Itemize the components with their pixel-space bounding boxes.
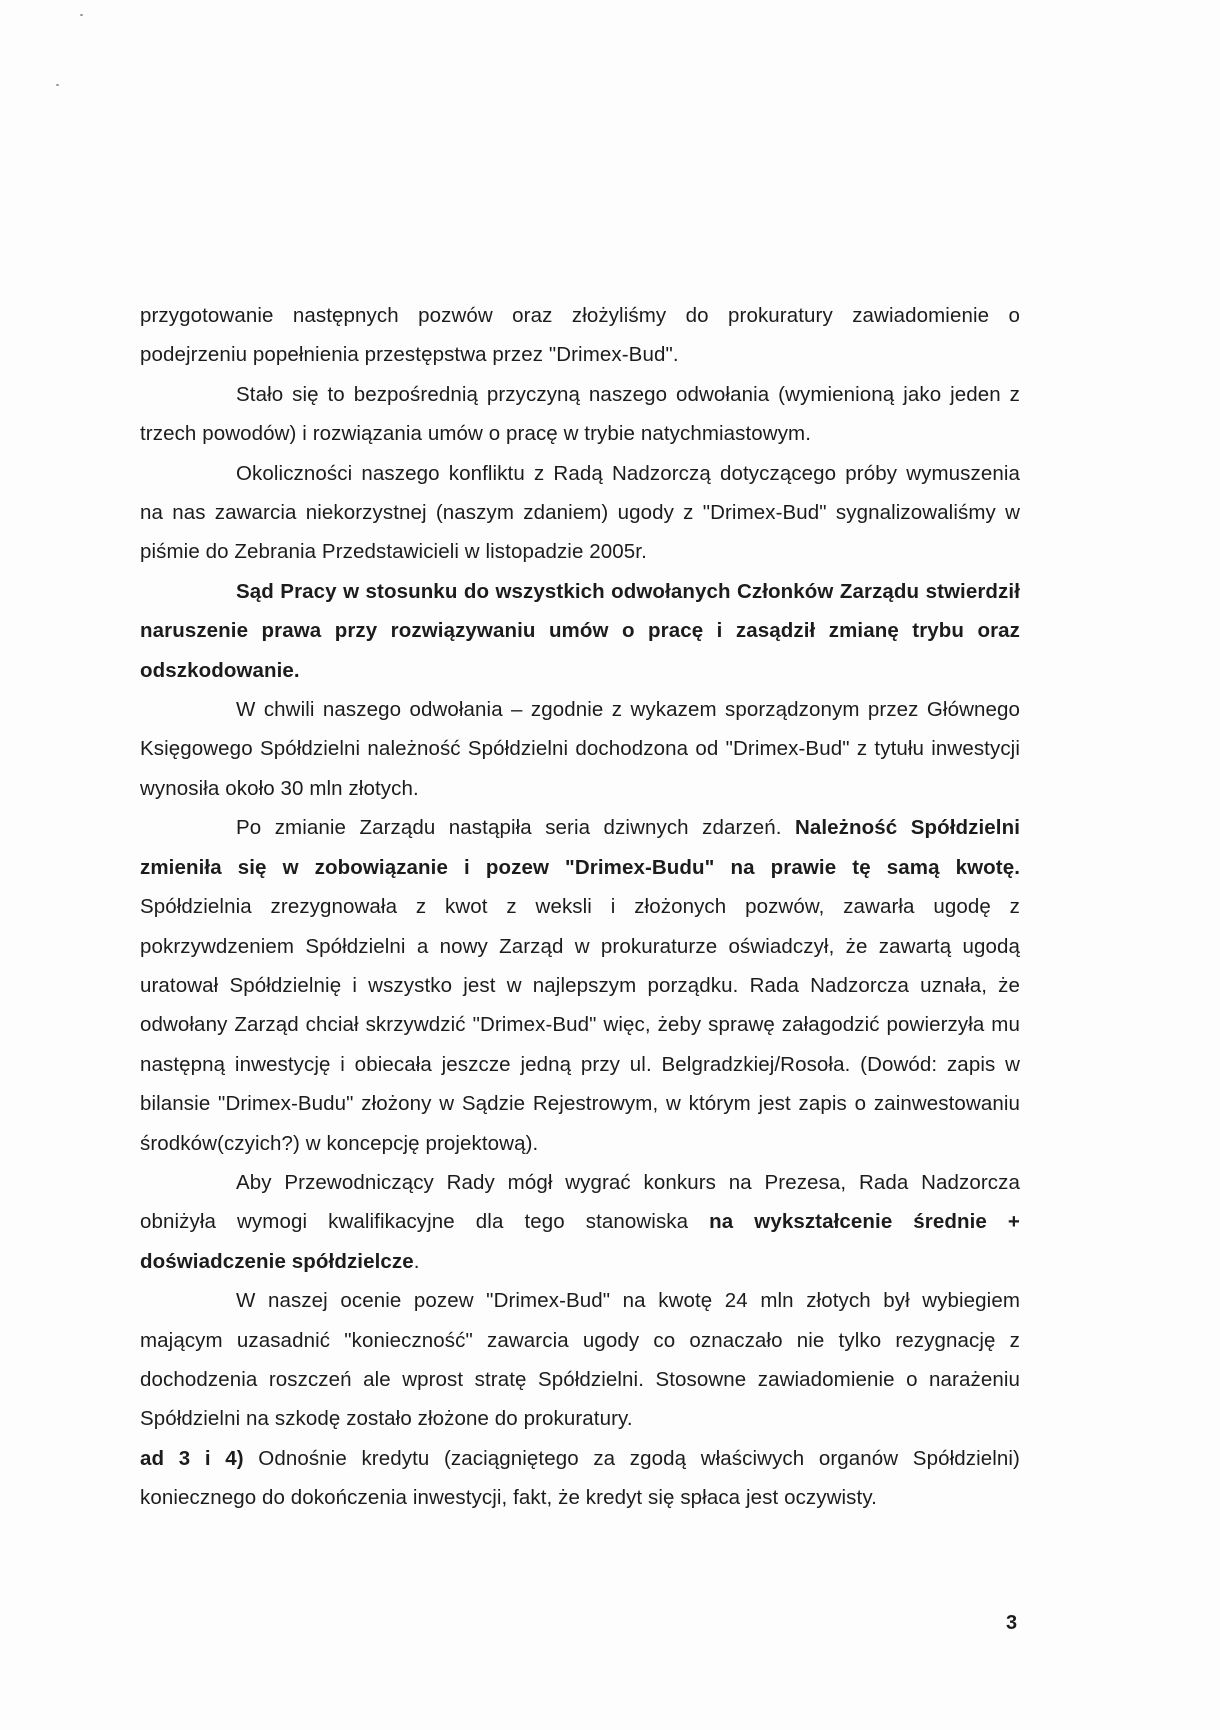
text-run: Aby Przewodniczący Rady mógł wygrać konkurs na Prezesa, Rada Nadzorcza obniżyła wymogi kwalifikacyjne dla tego stanowiska xyxy=(140,1170,1020,1234)
paragraph xyxy=(140,375,1020,454)
text-run: przygotowanie następnych pozwów oraz złożyliśmy do prokuratury zawiadomienie o podejrzeniu popełnienia przestępstwa przez "Drimex-Bud". xyxy=(140,304,1020,367)
text-run: Odnośnie kredytu (zaciągniętego za zgodą właściwych organów Spółdzielni) koniecznego do dokończenia inwestycji, fakt, że kredyt się spłaca jest oczywisty. xyxy=(140,1446,1020,1510)
paragraph xyxy=(140,1439,1020,1518)
text-run: W chwili naszego odwołania – zgodnie z wykazem sporządzonym przez Głównego Księgowego Spółdzielni należność Spółdzielni dochodzona od "Drimex-Bud" z tytułu inwestycji wynosiła około 30 mln złotych. xyxy=(140,698,1020,800)
document-body xyxy=(140,296,1020,1518)
text-run: Okoliczności naszego konfliktu z Radą Nadzorczą dotyczącego próby wymuszenia na nas zawarcia niekorzystnej (naszym zdaniem) ugody z "Drimex-Bud" sygnalizowaliśmy w piśmie do Zebrania Przedstawicieli w listopadzie 2005r. xyxy=(140,461,1020,564)
paragraph xyxy=(140,808,1020,1163)
paragraph xyxy=(140,690,1020,808)
bold-text-run: ad 3 i 4) xyxy=(140,1446,244,1470)
scan-speck xyxy=(56,84,59,86)
text-run: Spółdzielnia zrezygnowała z kwot z weksli i złożonych pozwów, zawarła ugodę z pokrzywdzeniem Spółdzielni a nowy Zarząd w prokuraturze oświadczył, że zawartą ugodą uratował Spółdzielnię i wszystko jest w najlepszym porządku. Rada Nadzorcza uznała, że odwołany Zarząd chciał skrzywdzić "Drimex-Bud" więc, żeby sprawę załagodzić powierzyła mu następną inwestycję i obiecała jeszcze jedną przy ul. Belgradzkiej/Rosoła. (Dowód: zapis w bilansie "Drimex-Budu" złożony w Sądzie Rejestrowym, w którym jest zapis o zainwestowaniu środków(czyich?) w koncepcję projektową). xyxy=(140,895,1020,1155)
paragraph xyxy=(140,296,1020,375)
text-run: Po zmianie Zarządu nastąpiła seria dziwnych zdarzeń. xyxy=(236,816,795,840)
scan-speck xyxy=(80,14,83,16)
paragraph xyxy=(140,572,1020,690)
bold-text-run: na wykształcenie średnie + doświadczenie spółdzielcze xyxy=(140,1210,1020,1273)
paragraph xyxy=(140,454,1020,572)
page-number: 3 xyxy=(1006,1612,1018,1634)
paragraph xyxy=(140,1163,1020,1281)
text-run: W naszej ocenie pozew "Drimex-Bud" na kwotę 24 mln złotych był wybiegiem mającym uzasadnić "konieczność" zawarcia ugody co oznaczało nie tylko rezygnację z dochodzenia roszczeń ale wprost stratę Spółdzielni. Stosowne zawiadomienie o narażeniu Spółdzielni na szkodę zostało złożone do prokuratury. xyxy=(140,1289,1020,1431)
bold-text-run: Należność Spółdzielni zmieniła się w zobowiązanie i pozew "Drimex-Budu" na prawie tę samą kwotę. xyxy=(140,816,1020,879)
text-run: Stało się to bezpośrednią przyczyną naszego odwołania (wymienioną jako jeden z trzech powodów) i rozwiązania umów o pracę w trybie natychmiastowym. xyxy=(140,382,1020,446)
text-run: . xyxy=(413,1249,420,1273)
bold-text-run: Sąd Pracy w stosunku do wszystkich odwołanych Członków Zarządu stwierdził naruszenie prawa przy rozwiązywaniu umów o pracę i zasądził zmianę trybu oraz odszkodowanie. xyxy=(140,579,1020,682)
paragraph xyxy=(140,1281,1020,1439)
